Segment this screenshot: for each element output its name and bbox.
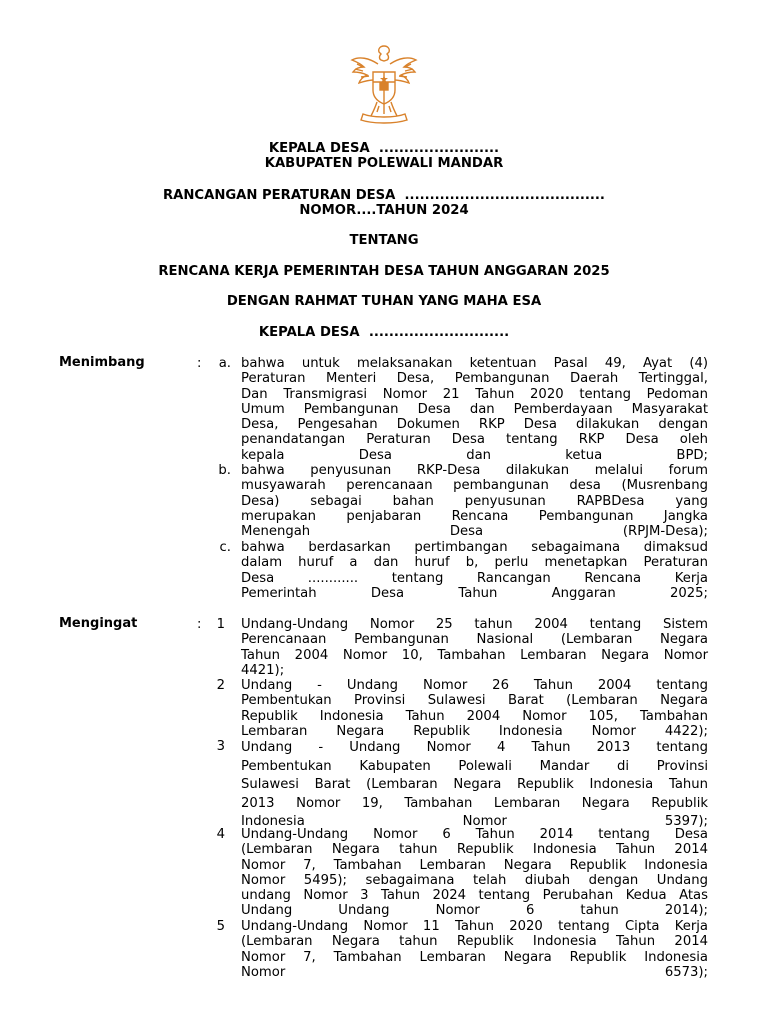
text-line: Pemerintah Desa Tahun Anggaran 2025; — [241, 585, 708, 601]
mengingat-mark-4: 4 — [216, 827, 225, 842]
garuda-emblem-icon — [349, 42, 419, 126]
text-line: Undang-Undang Nomor 11 Tahun 2020 tentang Cipta Kerja — [241, 919, 708, 934]
text-line: Umum Pembangunan Desa dan Pemberdayaan Masyarakat — [241, 401, 708, 417]
mengingat-item-5 — [241, 919, 708, 980]
menimbang-item-a — [241, 356, 708, 463]
header-line-1: KEPALA DESA ........................ — [268, 141, 500, 156]
text-line: Lembaran Negara Republik Indonesia Nomor 4422); — [241, 723, 708, 739]
text-line: merupakan penjabaran Rencana Pembangunan Jangka — [241, 508, 708, 524]
text-line: Undang Undang Nomor 6 tahun 2014); — [241, 903, 708, 919]
text-line: bahwa berdasarkan pertimbangan sebagaimana dimaksud — [241, 540, 708, 555]
text-line: Pembentukan Provinsi Sulawesi Barat (Lembaran Negara — [241, 693, 708, 709]
mengingat-item-1 — [241, 617, 708, 678]
header-line-8: KEPALA DESA ............................ — [258, 325, 510, 340]
text-line: Undang-Undang Nomor 25 tahun 2004 tentang Sistem — [241, 617, 708, 632]
text-line: bahwa penyusunan RKP-Desa dilakukan melalui forum — [241, 463, 708, 478]
text-line: bahwa untuk melaksanakan ketentuan Pasal 49, Ayat (4) — [241, 356, 708, 371]
menimbang-mark-a: a. — [218, 356, 231, 371]
text-line: 2013 Nomor 19, Tambahan Lembaran Negara Republik — [241, 795, 708, 811]
mengingat-item-4 — [241, 827, 708, 919]
text-line: Republik Indonesia Tahun 2004 Nomor 105, Tambahan — [241, 708, 708, 724]
mengingat-mark-1: 1 — [216, 617, 225, 632]
mengingat-label: Mengingat — [59, 616, 138, 631]
menimbang-mark-b: b. — [218, 463, 231, 478]
menimbang-item-c — [241, 540, 708, 601]
text-line: Perencanaan Pembangunan Nasional (Lembaran Negara — [241, 632, 708, 648]
text-line: Nomor 6573); — [241, 964, 708, 980]
text-line: Pembentukan Kabupaten Polewali Mandar di Provinsi — [241, 758, 708, 774]
text-line: Undang - Undang Nomor 4 Tahun 2013 tentang — [241, 740, 708, 755]
text-line: undang Nomor 3 Tahun 2024 tentang Perubahan Kedua Atas — [241, 888, 708, 904]
text-line: Peraturan Menteri Desa, Pembangunan Daerah Tertinggal, — [241, 371, 708, 387]
header-line-4: NOMOR....TAHUN 2024 — [299, 203, 469, 218]
text-line: Undang - Undang Nomor 26 Tahun 2004 tentang — [241, 678, 708, 693]
mengingat-item-2 — [241, 678, 708, 739]
text-line: Indonesia Nomor 5397); — [241, 814, 708, 829]
text-line: Nomor 7, Tambahan Lembaran Negara Republik Indonesia — [241, 949, 708, 965]
text-line: musyawarah perencanaan pembangunan desa (Musrenbang — [241, 478, 708, 494]
text-line: penandatangan Peraturan Desa tentang RKP Desa oleh — [241, 432, 708, 448]
header-line-5: TENTANG — [349, 233, 419, 248]
text-line: Dan Transmigrasi Nomor 21 Tahun 2020 tentang Pedoman — [241, 386, 708, 402]
header-line-3: RANCANGAN PERATURAN DESA ........................................ — [163, 188, 605, 203]
text-line: 4421); — [241, 662, 285, 678]
menimbang-item-b — [241, 463, 708, 539]
text-line: Tahun 2004 Nomor 10, Tambahan Lembaran Negara Nomor — [241, 647, 708, 663]
text-line: Desa) sebagai bahan penyusunan RAPBDesa yang — [241, 493, 708, 509]
text-line: (Lembaran Negara tahun Republik Indonesia Tahun 2014 — [241, 842, 708, 858]
text-line: (Lembaran Negara tahun Republik Indonesia Tahun 2014 — [241, 934, 708, 950]
text-line: Sulawesi Barat (Lembaran Negara Republik Indonesia Tahun — [241, 777, 708, 792]
mengingat-mark-3: 3 — [216, 739, 225, 754]
menimbang-mark-c: c. — [219, 540, 231, 555]
text-line: Nomor 7, Tambahan Lembaran Negara Republik Indonesia — [241, 857, 708, 873]
mengingat-mark-2: 2 — [216, 678, 225, 693]
menimbang-label: Menimbang — [59, 355, 145, 370]
text-line: Nomor 5495); sebagaimana telah diubah dengan Undang — [241, 872, 708, 888]
header-line-7: DENGAN RAHMAT TUHAN YANG MAHA ESA — [226, 294, 542, 309]
text-line: dalam huruf a dan huruf b, perlu menetapkan Peraturan — [241, 555, 708, 571]
mengingat-colon: : — [197, 617, 202, 632]
text-line: Undang-Undang Nomor 6 Tahun 2014 tentang Desa — [241, 827, 708, 842]
text-line: Desa ............ tentang Rancangan Rencana Kerja — [241, 570, 708, 586]
mengingat-item-3 — [241, 739, 708, 832]
header-line-6: RENCANA KERJA PEMERINTAH DESA TAHUN ANGGARAN 2025 — [158, 264, 610, 279]
header-line-2: KABUPATEN POLEWALI MANDAR — [264, 156, 504, 171]
text-line: Menengah Desa (RPJM-Desa); — [241, 524, 708, 540]
text-line: Desa, Pengesahan Dokumen RKP Desa dilakukan dengan — [241, 417, 708, 433]
mengingat-mark-5: 5 — [216, 919, 225, 934]
text-line: kepala Desa dan ketua BPD; — [241, 447, 708, 463]
menimbang-colon: : — [197, 356, 202, 371]
